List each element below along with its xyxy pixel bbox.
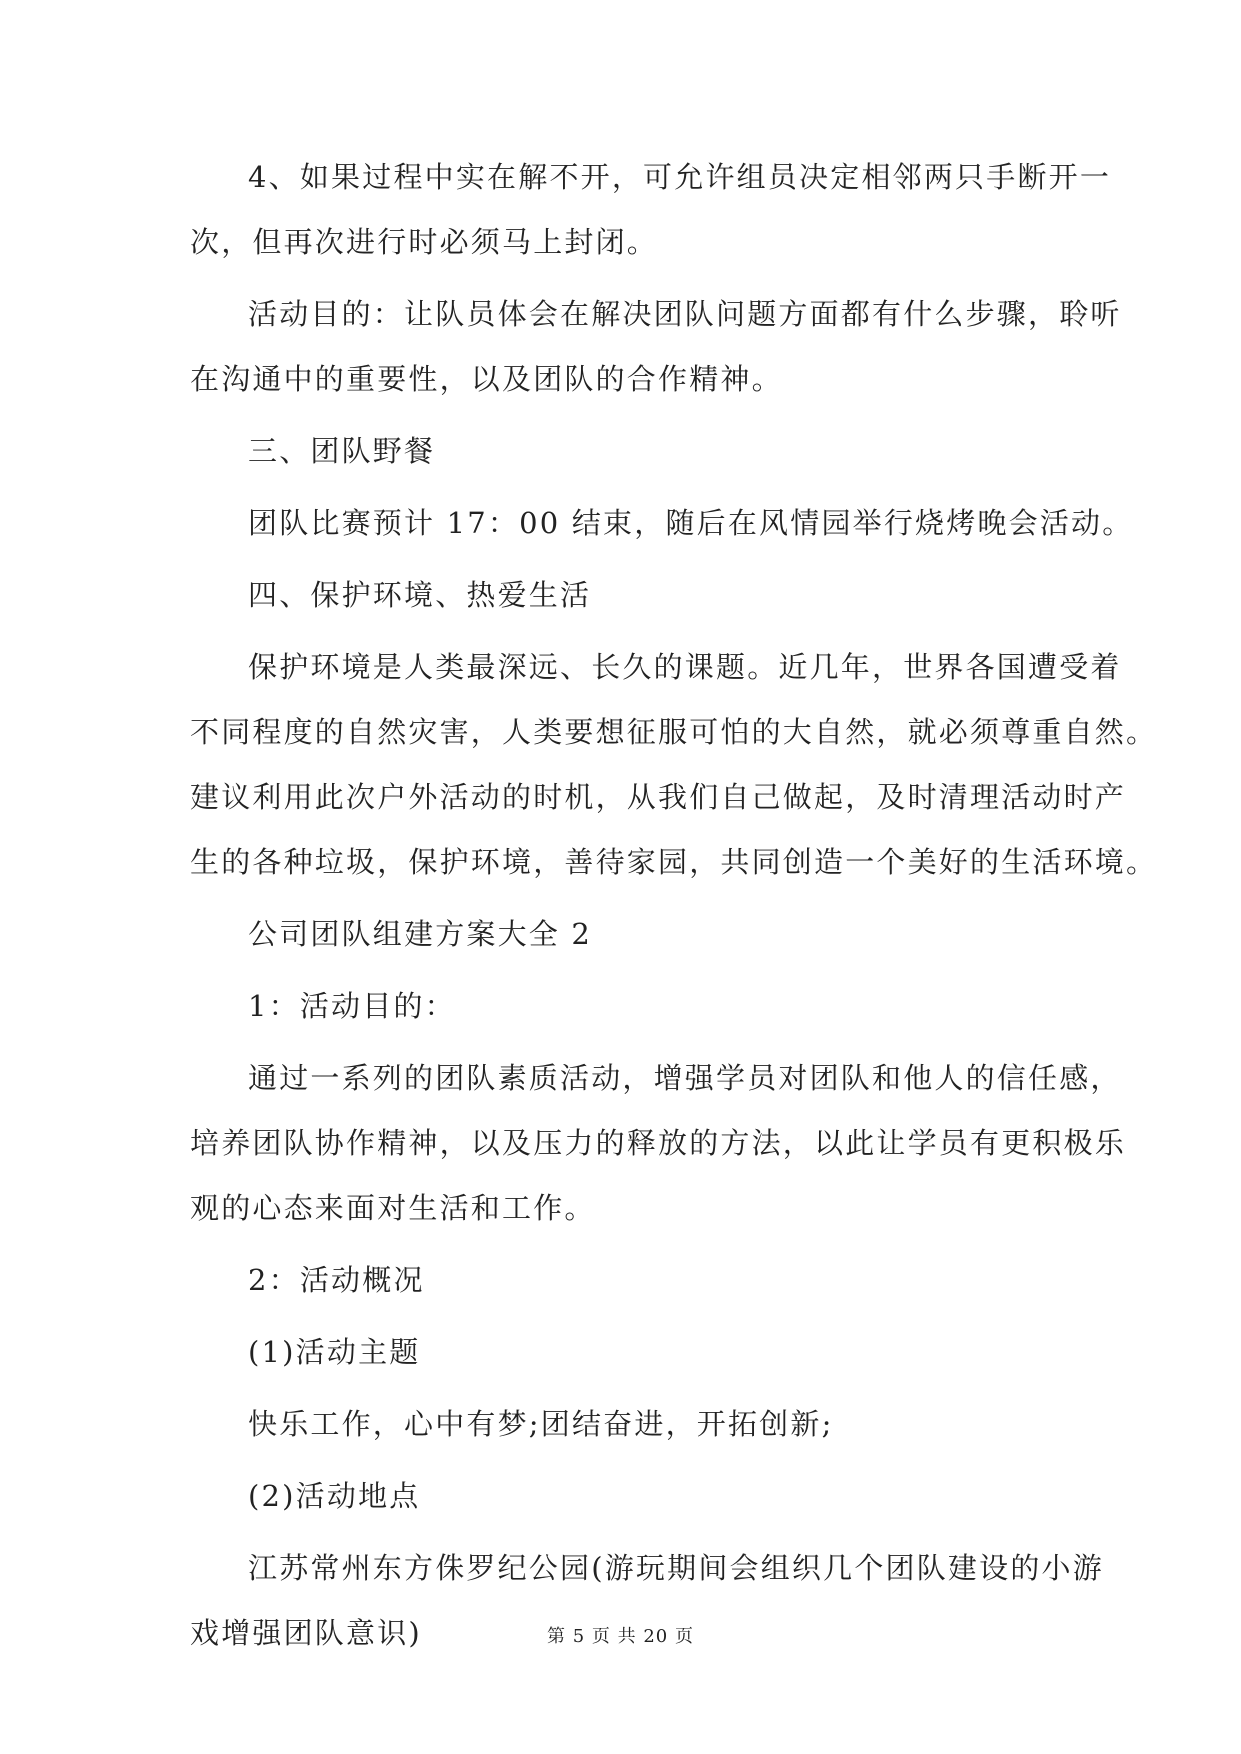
paragraph-line: 戏增强团队意识)	[190, 1616, 422, 1650]
paragraph-line: 次，但再次进行时必须马上封闭。	[190, 225, 659, 259]
section-heading: 三、团队野餐	[248, 434, 436, 468]
paragraph-line: 不同程度的自然灾害，人类要想征服可怕的大自然，就必须尊重自然。	[190, 715, 1158, 749]
section-heading: 2：活动概况	[248, 1263, 425, 1297]
paragraph-line: 团队比赛预计 17：00 结束，随后在风情园举行烧烤晚会活动。	[248, 506, 1134, 540]
page-number-footer: 第 5 页 共 20 页	[547, 1626, 694, 1647]
section-heading: (1)活动主题	[248, 1335, 421, 1369]
paragraph-line: 生的各种垃圾，保护环境，善待家园，共同创造一个美好的生活环境。	[190, 845, 1158, 879]
paragraph-line: 通过一系列的团队素质活动，增强学员对团队和他人的信任感，	[248, 1061, 1122, 1095]
paragraph-line: 4、如果过程中实在解不开，可允许组员决定相邻两只手断开一	[248, 160, 1112, 194]
paragraph-line: 建议利用此次户外活动的时机，从我们自己做起，及时清理活动时产	[190, 780, 1127, 814]
paragraph-line: 江苏常州东方侏罗纪公园(游玩期间会组织几个团队建设的小游	[248, 1551, 1104, 1585]
section-heading: 1：活动目的：	[248, 989, 456, 1023]
paragraph-line: 培养团队协作精神，以及压力的释放的方法，以此让学员有更积极乐	[190, 1126, 1127, 1160]
paragraph-line: 保护环境是人类最深远、长久的课题。近几年，世界各国遭受着	[248, 650, 1122, 684]
paragraph-line: 观的心态来面对生活和工作。	[190, 1191, 596, 1225]
paragraph-line: 在沟通中的重要性，以及团队的合作精神。	[190, 362, 783, 396]
section-heading: 四、保护环境、热爱生活	[248, 578, 592, 612]
paragraph-line: 活动目的：让队员体会在解决团队问题方面都有什么步骤，聆听	[248, 297, 1122, 331]
document-body	[190, 156, 1158, 1654]
section-heading: 公司团队组建方案大全 2	[248, 917, 593, 951]
section-heading: (2)活动地点	[248, 1479, 421, 1513]
paragraph-line: 快乐工作，心中有梦;团结奋进，开拓创新;	[248, 1407, 834, 1441]
